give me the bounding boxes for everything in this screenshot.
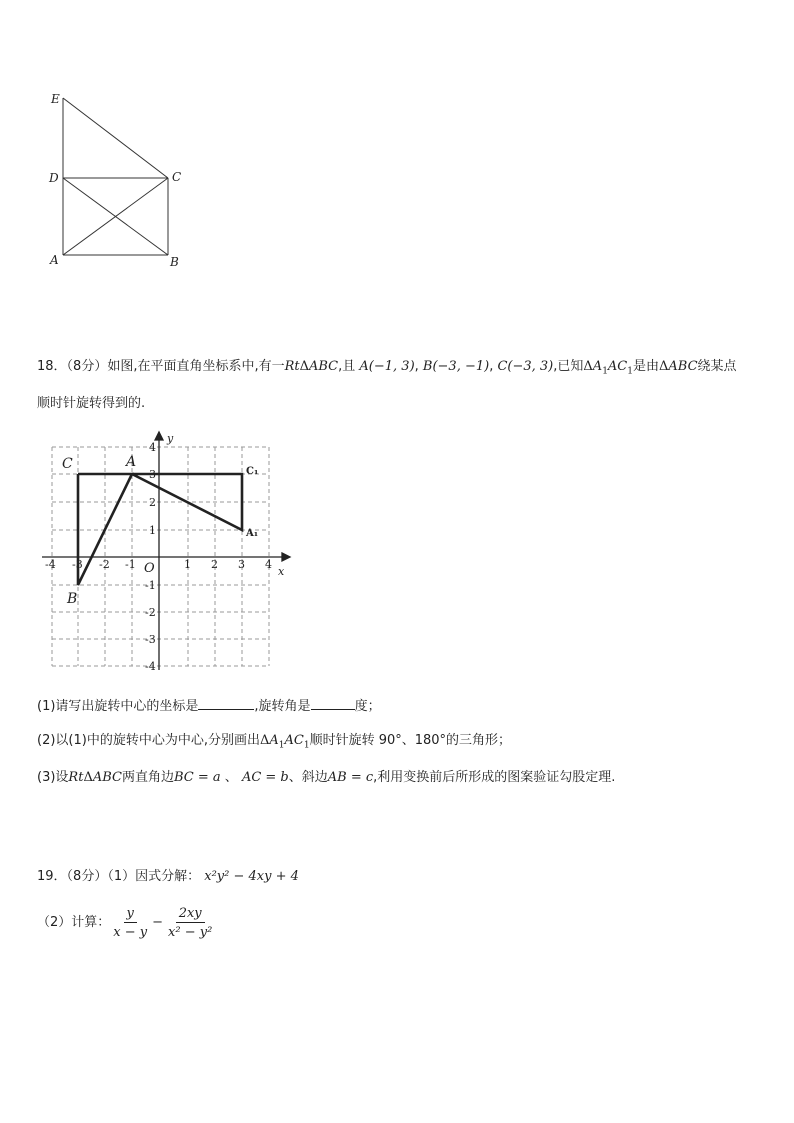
x-tick-m4: -4 bbox=[45, 558, 56, 571]
q19-line1 bbox=[37, 869, 299, 885]
answer-blank-center[interactable] bbox=[198, 697, 254, 710]
subq2-sub1: 1 bbox=[278, 740, 285, 751]
geometry-figure-rectangle bbox=[40, 85, 200, 275]
subq1-text-a: (1)请写出旋转中心的坐标是 bbox=[37, 699, 199, 714]
subq2-ac: AC bbox=[284, 733, 304, 748]
q19-part2: （2）计算： bbox=[37, 915, 111, 930]
q18-number: 18．（8分）如图,在平面直角坐标系中,有一 bbox=[37, 359, 285, 374]
subq1-text-b: ,旋转角是 bbox=[254, 699, 311, 714]
x-tick-m1: -1 bbox=[125, 558, 136, 571]
q18-abc2: ABC bbox=[668, 359, 698, 374]
q18-subq1 bbox=[37, 697, 381, 715]
q18-tail: 绕某点 bbox=[697, 359, 737, 374]
y-tick-1: 1 bbox=[149, 524, 156, 537]
q18-abc: ABC bbox=[308, 359, 339, 374]
q18-sub1b: 1 bbox=[627, 366, 633, 377]
y-tick-m4: -4 bbox=[145, 660, 156, 673]
answer-blank-angle[interactable] bbox=[311, 697, 355, 710]
label-D: D bbox=[49, 171, 59, 185]
point-label-B: B bbox=[67, 591, 78, 607]
frac2-denominator: x² − y² bbox=[168, 925, 213, 940]
frac1-denominator: x − y bbox=[113, 925, 148, 940]
subq1-text-c: 度； bbox=[354, 699, 381, 714]
subq3-rt: Rt bbox=[68, 770, 84, 785]
q18-subq3 bbox=[37, 770, 615, 786]
subq2-a1: A bbox=[269, 733, 279, 748]
subq2-sub1b: 1 bbox=[303, 740, 310, 751]
subq2-text-b: 顺时针旋转 90°、180°的三角形； bbox=[309, 733, 512, 748]
q19-fraction-1 bbox=[110, 906, 150, 940]
y-axis-arrow bbox=[155, 432, 163, 440]
q18-mid1: ,且 bbox=[338, 359, 356, 374]
point-label-C: C bbox=[62, 456, 73, 472]
q19-number: 19．（8分）（1）因式分解： bbox=[37, 869, 201, 884]
subq3-delta: Δ bbox=[83, 770, 93, 785]
subq3-text-d: ,利用变换前后所形成的图案验证勾股定理. bbox=[373, 770, 616, 785]
axis-x-label: x bbox=[278, 565, 285, 578]
x-axis-arrow bbox=[282, 553, 290, 561]
x-tick-m2: -2 bbox=[99, 558, 110, 571]
y-tick-m3: -3 bbox=[145, 633, 156, 646]
q18-a1: A bbox=[592, 359, 603, 374]
subq3-sep1: 、 bbox=[224, 770, 238, 785]
axis-y-label: y bbox=[167, 432, 174, 445]
segment-EC bbox=[63, 98, 168, 178]
subq2-text-a: (2)以(1)中的旋转中心为中心,分别画出 bbox=[37, 733, 260, 748]
subq3-text-a: (3)设 bbox=[37, 770, 69, 785]
x-tick-4: 4 bbox=[265, 558, 272, 571]
label-B: B bbox=[170, 255, 179, 269]
point-label-C1: C₁ bbox=[246, 466, 259, 477]
label-A: A bbox=[50, 253, 59, 267]
q19-fraction-2 bbox=[165, 906, 215, 940]
q18-delta2: Δ bbox=[583, 359, 593, 374]
q18-delta3: Δ bbox=[659, 359, 669, 374]
subq3-abc: ABC bbox=[92, 770, 122, 785]
q18-pointA: A(−1, 3) bbox=[359, 359, 415, 374]
q18-ac: AC bbox=[607, 359, 628, 374]
label-C: C bbox=[172, 170, 182, 184]
subq3-text-c: 、斜边 bbox=[288, 770, 328, 785]
point-label-A1: A₁ bbox=[246, 528, 259, 539]
q18-pointC: C(−3, 3) bbox=[497, 359, 554, 374]
subq3-ac: AC = b bbox=[241, 770, 289, 785]
q18-pointB: B(−3, −1) bbox=[422, 359, 490, 374]
q19-line2 bbox=[37, 906, 215, 940]
subq3-bc: BC = a bbox=[173, 770, 221, 785]
q18-subq2 bbox=[37, 733, 511, 749]
q18-line2: 顺时针旋转得到的. bbox=[37, 396, 146, 411]
q18-rt: Rt bbox=[284, 359, 300, 374]
y-tick-m2: -2 bbox=[145, 606, 156, 619]
label-E: E bbox=[51, 92, 60, 106]
q18-line1: 18．（8分）如图,在平面直角坐标系中,有一RtΔABC,且 A(−1, 3), B(−3, −1), C(−3, 3),已知$\Delta A_1AC_1$是由ΔABC绕某点 bbox=[37, 359, 737, 377]
y-tick-4: 4 bbox=[149, 441, 156, 454]
x-tick-1: 1 bbox=[184, 558, 191, 571]
frac2-numerator: 2xy bbox=[176, 906, 205, 923]
frac1-numerator: y bbox=[124, 906, 137, 923]
subq3-text-b: 两直角边 bbox=[121, 770, 174, 785]
origin-label: O bbox=[144, 561, 155, 576]
subq2-delta: Δ bbox=[259, 733, 270, 748]
x-tick-2: 2 bbox=[211, 558, 218, 571]
y-tick-3: 3 bbox=[149, 468, 156, 481]
q18-delta: Δ bbox=[299, 359, 309, 374]
q18-sub1: 1 bbox=[602, 366, 608, 377]
q19-expr1: x²y² − 4xy + 4 bbox=[204, 869, 299, 884]
x-tick-m3: -3 bbox=[72, 558, 83, 571]
x-tick-3: 3 bbox=[238, 558, 245, 571]
q18-mid2: ,已知 bbox=[553, 359, 584, 374]
y-tick-2: 2 bbox=[149, 496, 156, 509]
point-label-A: A bbox=[126, 454, 137, 470]
q19-minus: − bbox=[152, 915, 164, 930]
coordinate-grid-figure bbox=[38, 428, 298, 678]
subq3-ab: AB = c bbox=[327, 770, 374, 785]
y-tick-m1: -1 bbox=[145, 579, 156, 592]
q18-mid3: 是由 bbox=[633, 359, 660, 374]
